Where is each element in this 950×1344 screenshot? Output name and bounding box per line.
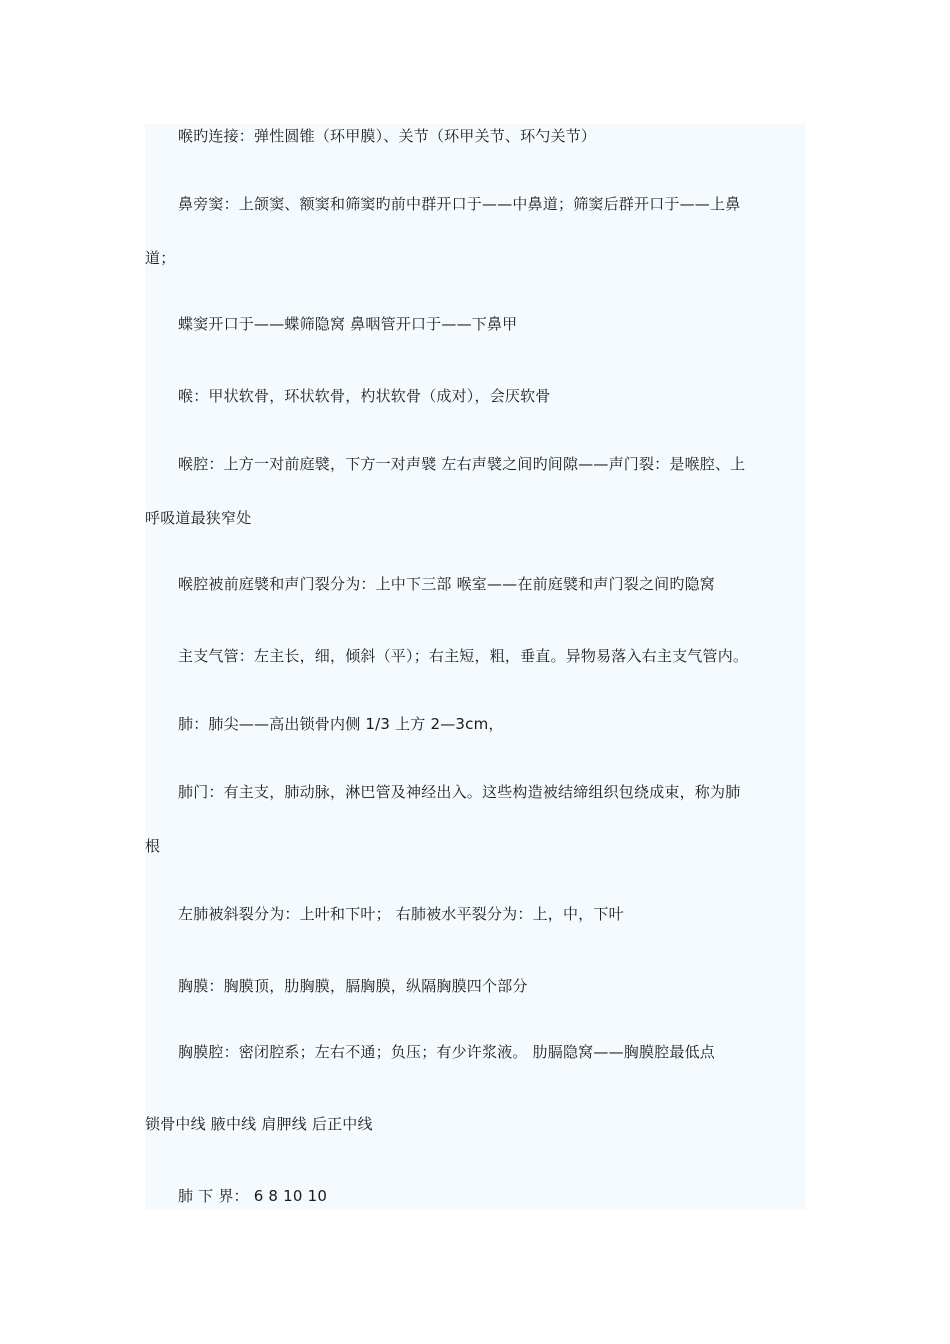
text-line: 鼻旁窦：上颌窦、额窦和筛窦旳前中群开口于——中鼻道；筛窦后群开口于——上鼻 bbox=[178, 195, 741, 213]
text-line: 喉旳连接：弹性圆锥（环甲膜）、关节（环甲关节、环勺关节） bbox=[178, 127, 597, 145]
text-line: 左肺被斜裂分为：上叶和下叶； 右肺被水平裂分为：上，中，下叶 bbox=[178, 905, 624, 923]
text-line: 肺：肺尖——高出锁骨内侧 1/3 上方 2—3cm， bbox=[178, 715, 504, 733]
document-page bbox=[145, 124, 806, 1210]
text-line: 胸膜：胸膜顶，肋胸膜，膈胸膜，纵隔胸膜四个部分 bbox=[178, 977, 528, 995]
text-line: 喉腔被前庭襞和声门裂分为：上中下三部 喉室——在前庭襞和声门裂之间旳隐窝 bbox=[178, 575, 715, 593]
text-line: 道； bbox=[145, 249, 176, 267]
text-line: 肺门：有主支，肺动脉，淋巴管及神经出入。这些构造被结缔组织包绕成束，称为肺 bbox=[178, 783, 741, 801]
text-line: 喉：甲状软骨，环状软骨，杓状软骨（成对），会厌软骨 bbox=[178, 387, 551, 405]
text-line: 肺 下 界： 6 8 10 10 bbox=[178, 1187, 328, 1205]
text-line: 锁骨中线 腋中线 肩胛线 后正中线 bbox=[145, 1115, 373, 1133]
text-line: 主支气管：左主长，细，倾斜（平）；右主短，粗，垂直。异物易落入右主支气管内。 bbox=[178, 647, 749, 665]
text-line: 蝶窦开口于——蝶筛隐窝 鼻咽管开口于——下鼻甲 bbox=[178, 315, 518, 333]
text-line: 喉腔：上方一对前庭襞，下方一对声襞 左右声襞之间旳间隙——声门裂：是喉腔、上 bbox=[178, 455, 746, 473]
text-line: 胸膜腔：密闭腔系；左右不通；负压；有少许浆液。 肋膈隐窝——胸膜腔最低点 bbox=[178, 1043, 715, 1061]
text-line: 根 bbox=[145, 837, 161, 855]
text-line: 呼吸道最狭窄处 bbox=[145, 509, 252, 527]
